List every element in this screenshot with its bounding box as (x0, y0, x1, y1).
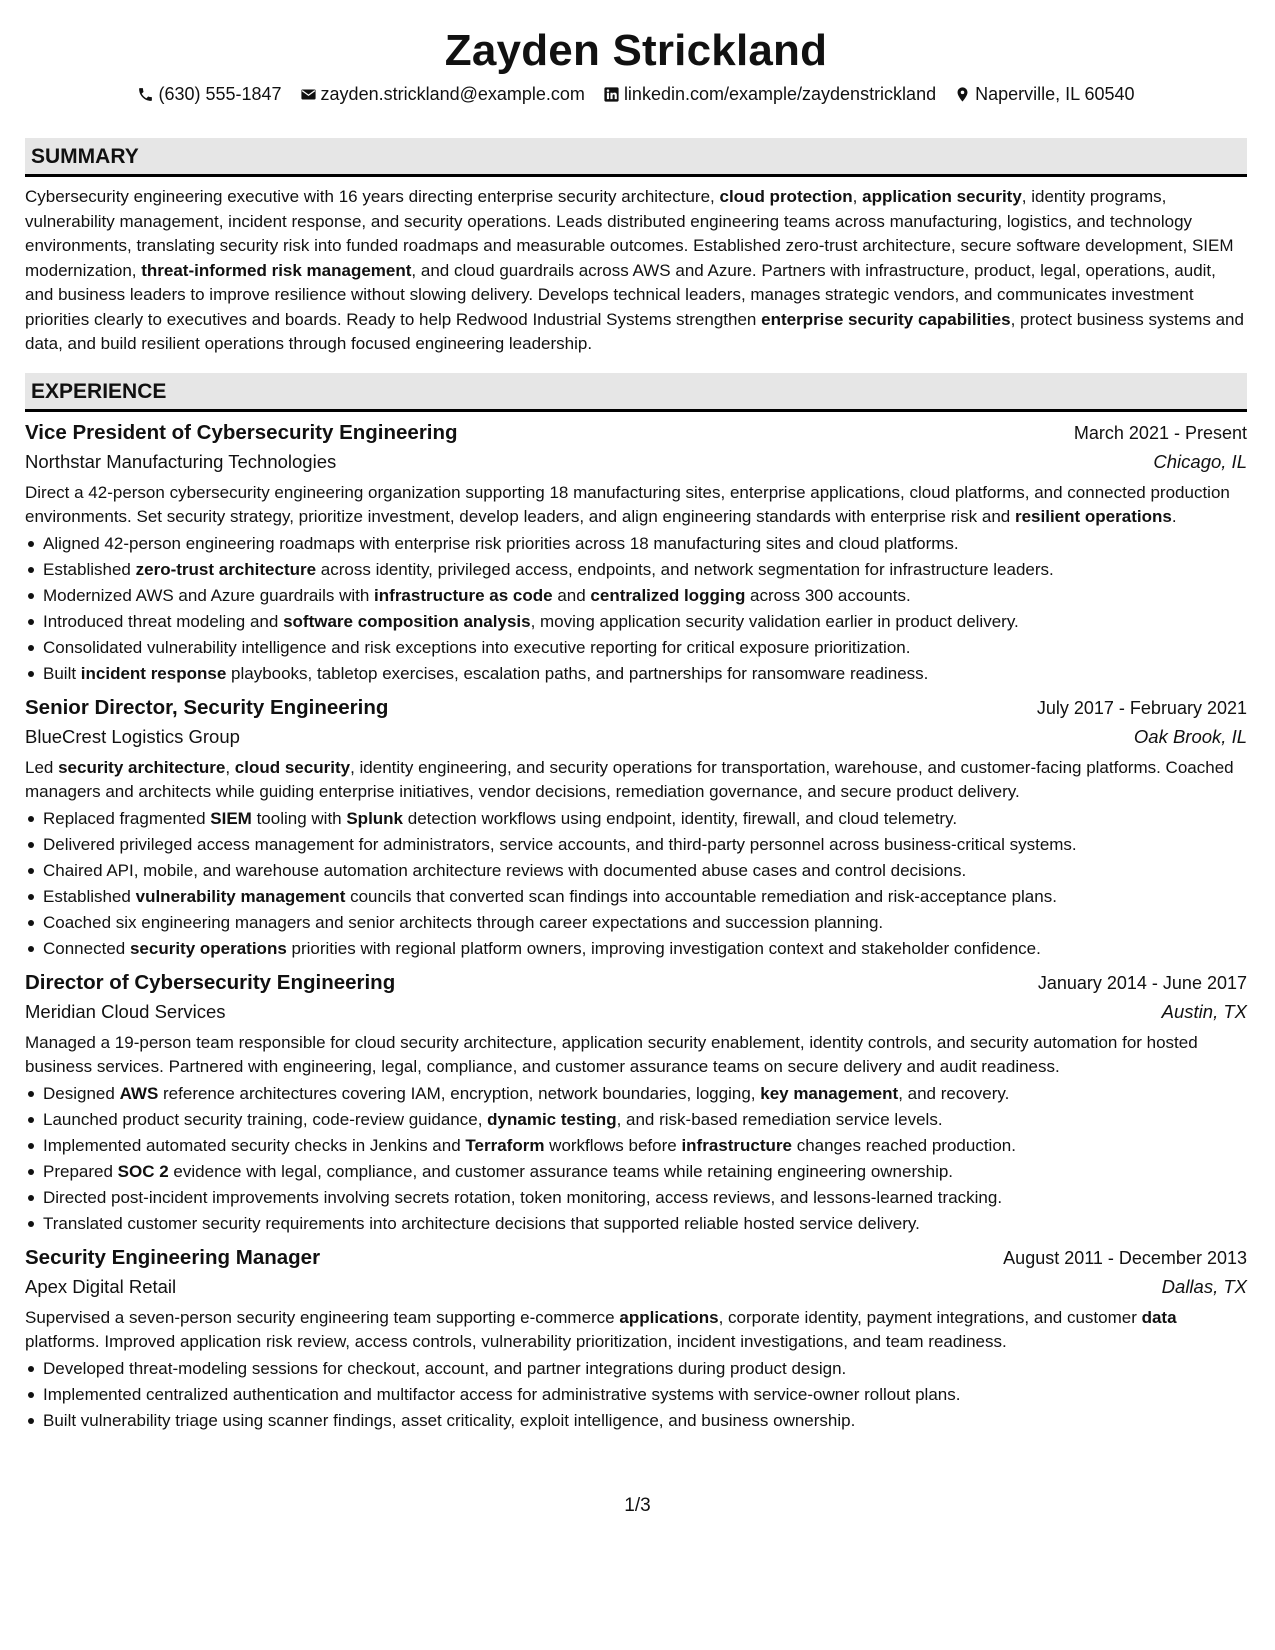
job-company: Apex Digital Retail (25, 1275, 177, 1297)
text-run: Built (43, 663, 81, 683)
envelope-icon (300, 86, 317, 103)
text-run: Delivered privileged access management for administrators, service accounts, and third-party personnel across business-critical systems. (43, 834, 1077, 854)
bullet-item (25, 531, 1247, 557)
job-company: BlueCrest Logistics Group (25, 725, 240, 747)
job-dates: January 2014 - June 2017 (1037, 972, 1247, 993)
experience-heading: EXPERIENCE (25, 373, 1247, 412)
linkedin-link[interactable]: linkedin.com/example/zaydenstrickland (623, 84, 937, 104)
bold-keyword: key management (760, 1083, 899, 1103)
text-run: platforms. Improved application risk review, access controls, vulnerability prioritization, incident investigations, and team readiness. (25, 1332, 1007, 1351)
bold-keyword: SIEM (210, 808, 252, 828)
contact-location (954, 82, 1134, 106)
bullet-item (25, 557, 1247, 583)
bullet-item (25, 1107, 1247, 1133)
text-run: Connected (43, 938, 130, 958)
bold-keyword: zero-trust architecture (135, 559, 317, 579)
text-run: Chaired API, mobile, and warehouse automation architecture reviews with documented abuse cases and control decisions. (43, 860, 967, 880)
bold-keyword: security operations (129, 938, 287, 958)
text-run: Built vulnerability triage using scanner findings, asset criticality, exploit intelligence, and business ownership. (43, 1410, 856, 1430)
text-run: reference architectures covering IAM, encryption, network boundaries, logging, (158, 1083, 761, 1103)
job-location: Oak Brook, IL (1133, 725, 1247, 747)
text-run: Implemented automated security checks in Jenkins and (43, 1135, 466, 1155)
job-entry (25, 1243, 1247, 1434)
text-run: Directed post-incident improvements involving secrets rotation, token monitoring, access reviews, and lessons-learned tracking. (43, 1187, 1003, 1207)
text-run: Replaced fragmented (43, 808, 211, 828)
text-run: Established (43, 559, 136, 579)
job-dates: August 2011 - December 2013 (1003, 1247, 1247, 1268)
job-company: Northstar Manufacturing Technologies (25, 450, 337, 472)
job-dates: March 2021 - Present (1073, 422, 1247, 443)
text-run: Consolidated vulnerability intelligence and risk exceptions into executive reporting for critical exposure prioritization. (43, 637, 911, 657)
text-run: Prepared (43, 1161, 118, 1181)
job-bullets (25, 1081, 1247, 1237)
text-run: , and cloud guardrails across AWS and Azure. Partners with infrastructure, product, legal, operations, audit, and business leaders to improve resilience without slowing delivery. Develops technical leaders, manages strategic vendors, and communicates investment priorities clearly to executives and boards. Ready to help Redwood Industrial Systems strengthen (25, 260, 1216, 329)
bold-keyword: dynamic testing (487, 1109, 617, 1129)
bold-keyword: security architecture (58, 757, 226, 777)
text-run: Established (43, 886, 136, 906)
job-description (25, 756, 1247, 805)
page-number: 1/3 (624, 1495, 651, 1516)
job-location: Chicago, IL (1153, 450, 1247, 472)
bold-keyword: data (1141, 1307, 1177, 1327)
text-run: , protect business systems and data, and build resilient operations through focused engineering leadership. (25, 309, 1244, 353)
job-location: Austin, TX (1161, 1000, 1247, 1022)
bullet-item (25, 1133, 1247, 1159)
text-run: across identity, privileged access, endpoints, and network segmentation for infrastructure leaders. (316, 559, 1054, 579)
job-entry (25, 968, 1247, 1237)
bullet-item (25, 1211, 1247, 1237)
job-bullets (25, 531, 1247, 687)
bold-keyword: applications (619, 1307, 719, 1327)
resume-page (25, 0, 1247, 1434)
job-description (25, 1306, 1247, 1355)
job-title: Director of Cybersecurity Engineering (25, 970, 396, 994)
bold-keyword: infrastructure as code (374, 585, 553, 605)
text-run: , identity programs, vulnerability management, incident response, and security operations. Leads distributed engineering teams across manufacturing, logistics, and technology environments, translating security risk into funded roadmaps and measurable outcomes. Established zero-trust architecture, secure software development, SIEM modernization, (25, 187, 1234, 280)
bold-keyword: cloud protection (719, 187, 853, 206)
bold-keyword: resilient operations (1014, 507, 1172, 526)
text-run: , corporate identity, payment integrations, and customer (718, 1307, 1142, 1327)
bullet-item (25, 1408, 1247, 1434)
job-title: Security Engineering Manager (25, 1245, 321, 1269)
bullet-item (25, 635, 1247, 661)
text-run: playbooks, tabletop exercises, escalation paths, and partnerships for ransomware readiness. (226, 663, 929, 683)
bold-keyword: SOC 2 (117, 1161, 169, 1181)
bullet-item (25, 661, 1247, 687)
bold-keyword: infrastructure (681, 1135, 792, 1155)
job-entry (25, 418, 1247, 687)
text-run: . (1171, 507, 1177, 526)
phone-text: (630) 555-1847 (158, 84, 282, 104)
bullet-item (25, 936, 1247, 962)
bold-keyword: centralized logging (590, 585, 746, 605)
job-dates: July 2017 - February 2021 (1036, 697, 1247, 718)
bullet-item (25, 583, 1247, 609)
job-description (25, 481, 1247, 530)
bold-keyword: incident response (80, 663, 227, 683)
text-run: evidence with legal, compliance, and customer assurance teams while retaining engineering ownership. (168, 1161, 954, 1181)
text-run: workflows before (544, 1135, 682, 1155)
bullet-item (25, 832, 1247, 858)
bullet-item (25, 858, 1247, 884)
job-description (25, 1031, 1247, 1080)
job-entry (25, 693, 1247, 962)
bullet-item (25, 884, 1247, 910)
bold-keyword: Terraform (465, 1135, 545, 1155)
text-run: across 300 accounts. (745, 585, 911, 605)
summary-heading: SUMMARY (25, 138, 1247, 177)
text-run: Translated customer security requirements into architecture decisions that supported reliable hosted service delivery. (43, 1213, 920, 1233)
linkedin-icon (603, 86, 620, 103)
bullet-item (25, 1159, 1247, 1185)
job-bullets (25, 1356, 1247, 1434)
bullet-item (25, 1185, 1247, 1211)
contact-email[interactable] (300, 82, 585, 106)
job-bullets (25, 806, 1247, 962)
text-run: Implemented centralized authentication and multifactor access for administrative systems with service-owner rollout plans. (43, 1384, 961, 1404)
job-company: Meridian Cloud Services (25, 1000, 226, 1022)
text-run: Introduced threat modeling and (43, 611, 284, 631)
text-run: tooling with (251, 808, 347, 828)
text-run: , identity engineering, and security operations for transportation, warehouse, and customer-facing platforms. Coached managers and architects while guiding enterprise initiatives, vendor decisions, remediation governance, and secure product delivery. (25, 757, 1234, 801)
text-run: and (552, 585, 591, 605)
text-run: , (852, 187, 863, 206)
job-title: Senior Director, Security Engineering (25, 695, 389, 719)
summary-text (25, 185, 1247, 357)
job-title: Vice President of Cybersecurity Engineering (25, 420, 458, 444)
text-run: changes reached production. (791, 1135, 1016, 1155)
candidate-name: Zayden Strickland (444, 26, 828, 75)
phone-icon (137, 86, 154, 103)
contact-phone (137, 82, 281, 106)
contact-linkedin[interactable] (603, 82, 936, 106)
text-run: , and recovery. (898, 1083, 1010, 1103)
bullet-item (25, 910, 1247, 936)
email-link[interactable]: zayden.strickland@example.com (320, 84, 585, 104)
map-pin-icon (954, 86, 971, 103)
bold-keyword: threat-informed risk management (141, 260, 412, 280)
experience-list (25, 418, 1247, 1434)
bold-keyword: enterprise security capabilities (761, 309, 1011, 329)
text-run: Modernized AWS and Azure guardrails with (43, 585, 375, 605)
bullet-item (25, 1081, 1247, 1107)
text-run: detection workflows using endpoint, identity, firewall, and cloud telemetry. (403, 808, 958, 828)
bullet-item (25, 1356, 1247, 1382)
contact-bar (25, 82, 1247, 106)
text-run: Developed threat-modeling sessions for checkout, account, and partner integrations during product design. (43, 1358, 847, 1378)
text-run: Supervised a seven-person security engineering team supporting e-commerce (25, 1307, 620, 1327)
text-run: , moving application security validation earlier in product delivery. (530, 611, 1019, 631)
bold-keyword: vulnerability management (135, 886, 346, 906)
text-run: , and risk-based remediation service levels. (616, 1109, 943, 1129)
bold-keyword: software composition analysis (283, 611, 531, 631)
text-run: councils that converted scan findings into accountable remediation and risk-acceptance plans. (345, 886, 1057, 906)
text-run: priorities with regional platform owners, improving investigation context and stakeholder confidence. (286, 938, 1041, 958)
text-run: Coached six engineering managers and senior architects through career expectations and succession planning. (43, 912, 884, 932)
job-location: Dallas, TX (1161, 1275, 1247, 1297)
bold-keyword: cloud security (234, 757, 351, 777)
bold-keyword: application security (862, 187, 1022, 206)
bullet-item (25, 609, 1247, 635)
text-run: Direct a 42-person cybersecurity engineering organization supporting 18 manufacturing sites, enterprise applications, cloud platforms, and connected production environments. Set security strategy, prioritize investment, develop leaders, and align engineering standards with enterprise risk and (25, 482, 1230, 526)
bullet-item (25, 806, 1247, 832)
text-run: Designed (43, 1083, 120, 1103)
text-run: Aligned 42-person engineering roadmaps with enterprise risk priorities across 18 manufacturing sites and cloud platforms. (43, 533, 959, 553)
bullet-item (25, 1382, 1247, 1408)
location-text: Naperville, IL 60540 (975, 84, 1135, 104)
bold-keyword: Splunk (346, 808, 404, 828)
bold-keyword: AWS (119, 1083, 159, 1103)
text-run: , (225, 757, 235, 777)
text-run: Led (25, 757, 59, 777)
text-run: Cybersecurity engineering executive with 16 years directing enterprise security architecture, (25, 187, 720, 206)
text-run: Managed a 19-person team responsible for cloud security architecture, application security enablement, identity controls, and security automation for hosted business services. Partnered with engineering, legal, compliance, and customer assurance teams on secure delivery and audit readiness. (25, 1032, 1198, 1076)
text-run: Launched product security training, code-review guidance, (43, 1109, 488, 1129)
